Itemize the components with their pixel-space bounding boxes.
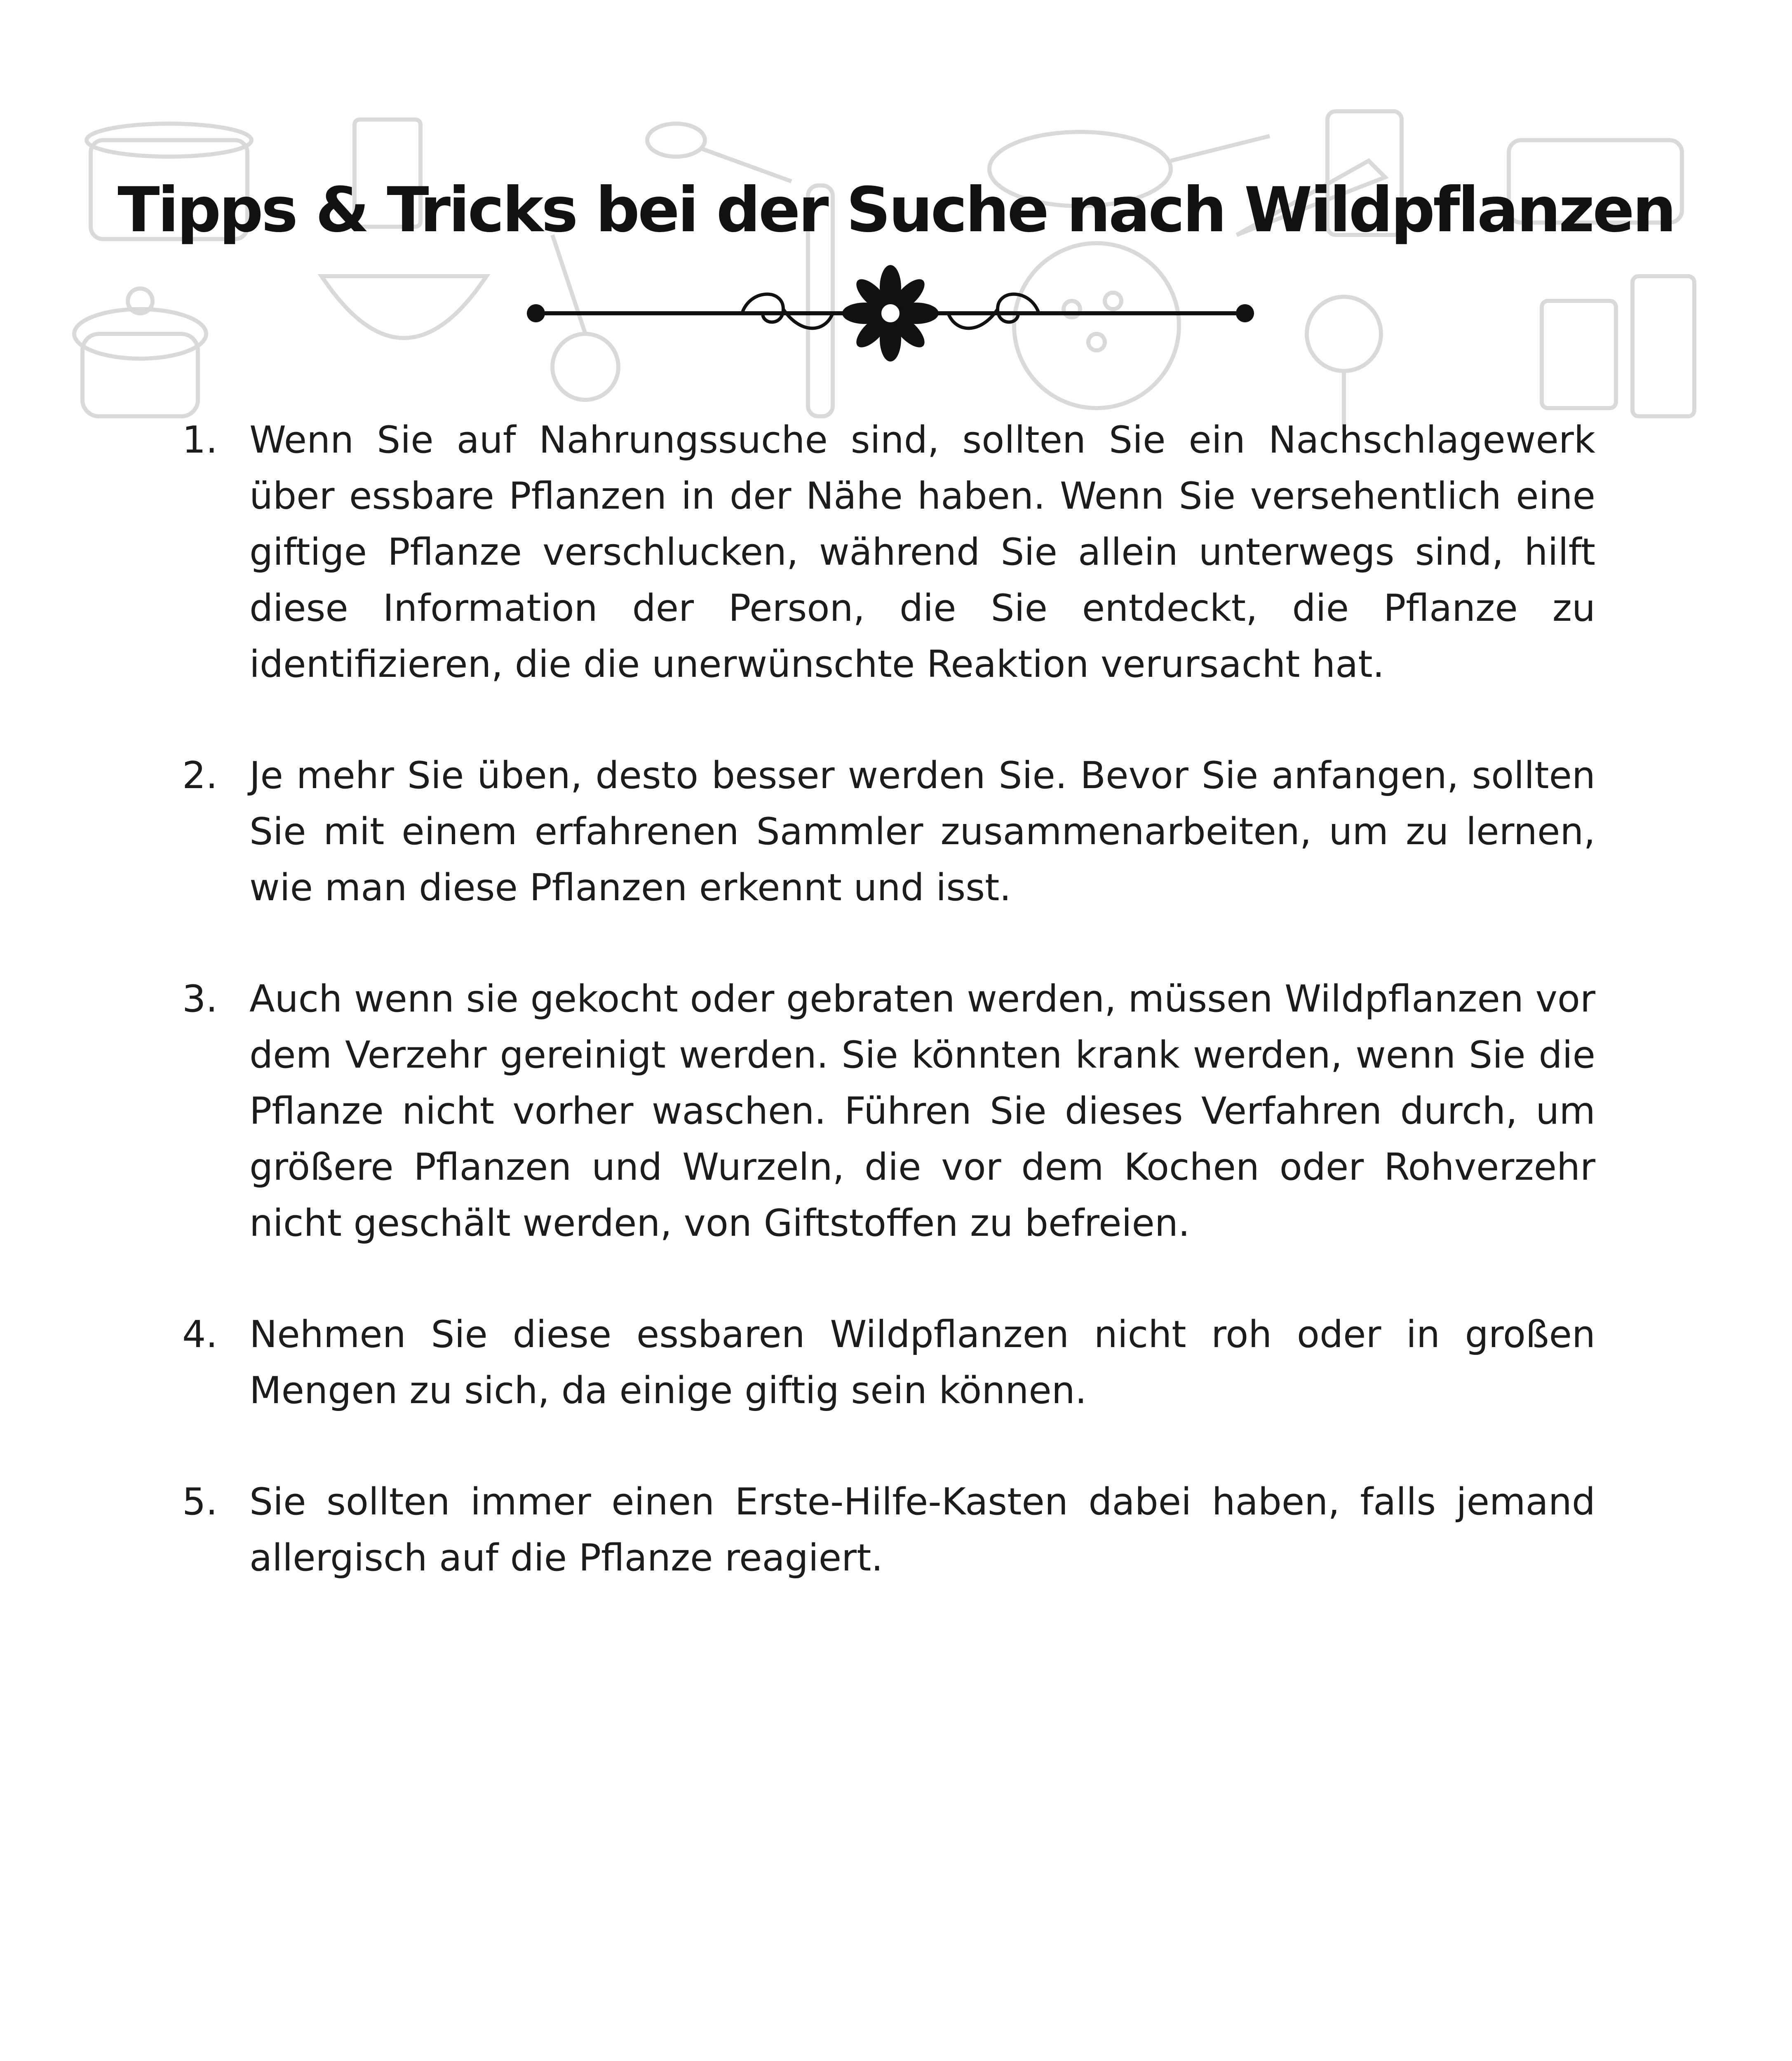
list-item-number: 5. — [182, 1480, 218, 1523]
list-item-text: Nehmen Sie diese essbaren Wildpflanzen nicht roh oder in großen Mengen zu sich, da einige giftig sein können. — [249, 1313, 1595, 1412]
list-item-number: 2. — [182, 754, 218, 797]
list-item — [177, 748, 1595, 916]
list-item-number: 3. — [182, 977, 218, 1021]
list-item — [177, 1307, 1595, 1419]
page-title: Tipps & Tricks bei der Suche nach Wildpflanzen — [117, 174, 1675, 246]
list-item-text: Sie sollten immer einen Erste-Hilfe-Kasten dabei haben, falls jemand allergisch auf die Pflanze reagiert. — [249, 1480, 1595, 1580]
flower-divider-icon — [519, 264, 1261, 363]
list-item — [177, 1474, 1595, 1586]
list-item-text: Wenn Sie auf Nahrungssuche sind, sollten Sie ein Nachschlagewerk über essbare Pflanzen in der Nähe haben. Wenn Sie versehentlich eine giftige Pflanze verschlucken, während Sie allein unterwegs sind, hilft diese Information der Person, die Sie entdeckt, die Pflanze zu identifizieren, die die unerwünschte Reaktion verursacht hat. — [249, 418, 1595, 686]
list-item-number: 4. — [182, 1313, 218, 1356]
list-item-text: Je mehr Sie üben, desto besser werden Sie. Bevor Sie anfangen, sollten Sie mit einem erfahrenen Sammler zusammenarbeiten, um zu lernen, wie man diese Pflanzen erkennt und isst. — [249, 754, 1595, 909]
tips-list — [177, 412, 1595, 1641]
list-item-number: 1. — [182, 418, 218, 462]
list-item — [177, 412, 1595, 692]
list-item-text: Auch wenn sie gekocht oder gebraten werden, müssen Wildpflanzen vor dem Verzehr gereinigt werden. Sie könnten krank werden, wenn Sie die Pflanze nicht vorher waschen. Führen Sie dieses Verfahren durch, um größere Pflanzen und Wurzeln, die vor dem Kochen oder Rohverzehr nicht geschält werden, von Giftstoffen zu befreien. — [249, 977, 1595, 1245]
list-item — [177, 971, 1595, 1251]
